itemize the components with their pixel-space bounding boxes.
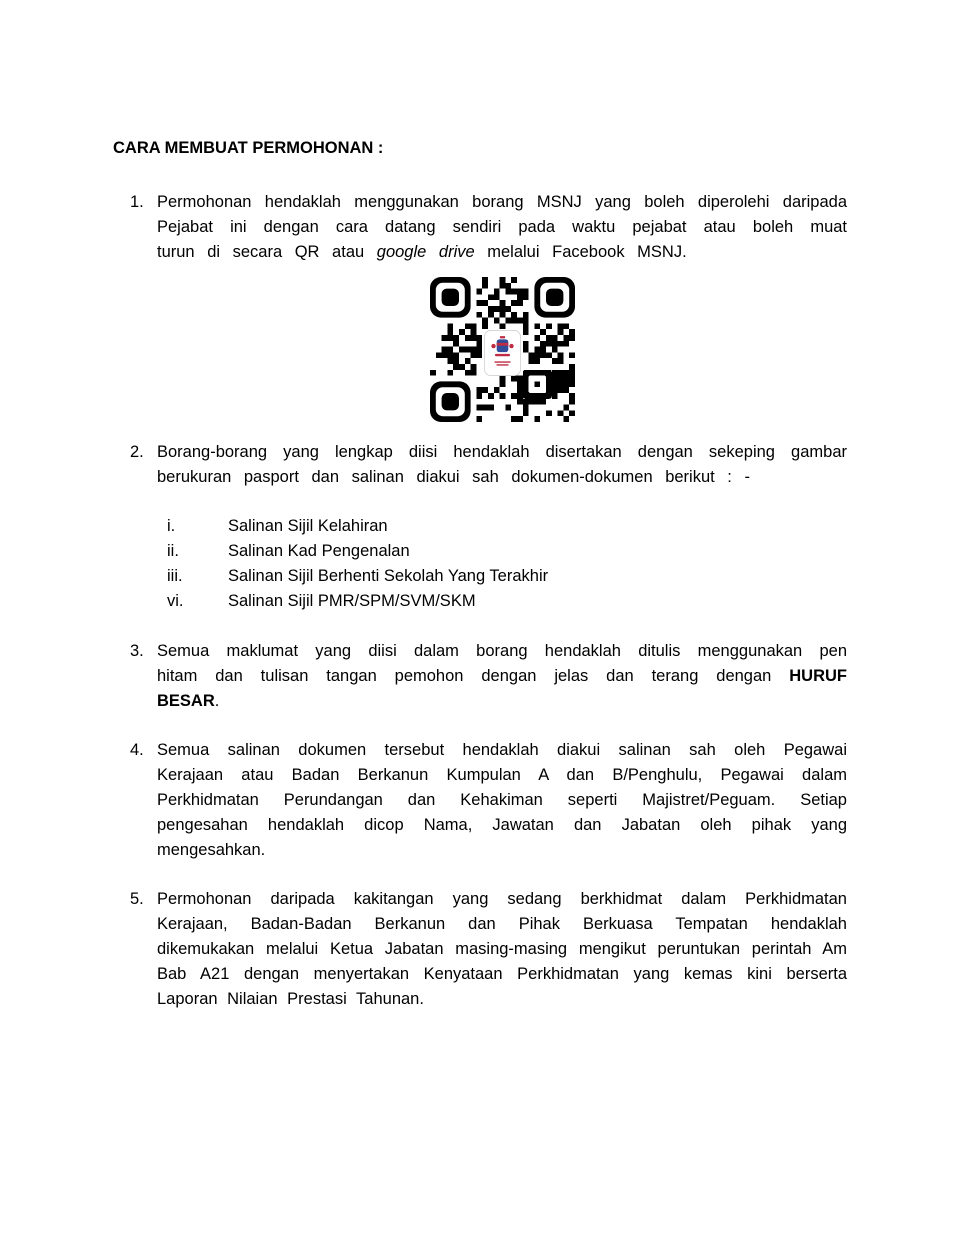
list-item-3 — [113, 639, 847, 714]
sub-item-vi — [167, 589, 847, 614]
item-number: 1. — [130, 193, 144, 211]
item-text — [157, 639, 847, 714]
list-item-1 — [113, 190, 847, 265]
document-heading: CARA MEMBUAT PERMOHONAN : — [113, 139, 384, 157]
sub-item-text: Salinan Sijil Berhenti Sekolah Yang Terakhir — [228, 567, 549, 585]
qr-row — [157, 277, 847, 422]
item-number: 4. — [130, 741, 144, 759]
item-1-italic-text: google drive — [376, 243, 475, 261]
item-1-text-after: melalui Facebook MSNJ. — [474, 243, 687, 261]
msnj-crest-logo — [484, 330, 520, 375]
sub-item-text: Salinan Kad Pengenalan — [228, 542, 410, 560]
sub-item-i — [167, 514, 847, 539]
item-text: Semua salinan dokumen tersebut hendaklah diakui salinan sah oleh Pegawai Kerajaan atau Badan Berkanun Kumpulan A dan B/Penghulu, Pegawai dalam Perkhidmatan Perundangan dan Kehakiman seperti Majistret/Peguam. Setiap pengesahan hendaklah dicop Nama, Jawatan dan Jabatan oleh pihak yang mengesahkan. — [157, 741, 847, 859]
roman-numeral: i. — [167, 517, 176, 535]
sub-list — [167, 514, 847, 614]
item-text: Borang-borang yang lengkap diisi hendaklah disertakan dengan sekeping gambar berukuran pasport dan salinan diakui sah dokumen-dokumen berikut : - — [157, 443, 847, 486]
roman-numeral: iii. — [167, 567, 183, 585]
sub-item-ii — [167, 539, 847, 564]
roman-numeral: vi. — [167, 592, 184, 610]
item-3-text-before: Semua maklumat yang diisi dalam borang hendaklah ditulis menggunakan pen hitam dan tulisan tangan pemohon dengan jelas dan terang dengan — [157, 642, 847, 685]
item-number: 3. — [130, 642, 144, 660]
list-item-4 — [113, 738, 847, 863]
item-3-bold-text: HURUF BESAR — [157, 667, 847, 710]
list-item-2 — [113, 440, 847, 490]
sub-item-iii — [167, 564, 847, 589]
roman-numeral: ii. — [167, 542, 179, 560]
list-item-5 — [113, 887, 847, 1012]
item-number: 2. — [130, 443, 144, 461]
qr-code-image — [430, 277, 575, 422]
sub-item-text: Salinan Sijil PMR/SPM/SVM/SKM — [228, 592, 476, 610]
sub-item-text: Salinan Sijil Kelahiran — [228, 517, 388, 535]
item-number: 5. — [130, 890, 144, 908]
item-text — [157, 190, 847, 265]
item-text: Permohonan daripada kakitangan yang sedang berkhidmat dalam Perkhidmatan Kerajaan, Badan-Badan Berkanun dan Pihak Berkuasa Tempatan hendaklah dikemukakan melalui Ketua Jabatan masing-masing mengikut peruntukan perintah Am Bab A21 dengan menyertakan Kenyataan Perkhidmatan yang kemas kini berserta Laporan Nilaian Prestasi Tahunan. — [157, 890, 847, 1008]
item-3-text-after: . — [214, 692, 220, 710]
item-1-text-before: Permohonan hendaklah menggunakan borang MSNJ yang boleh diperolehi daripada Pejabat ini dengan cara datang sendiri pada waktu pejabat atau boleh muat turun di secara QR atau — [157, 193, 847, 261]
